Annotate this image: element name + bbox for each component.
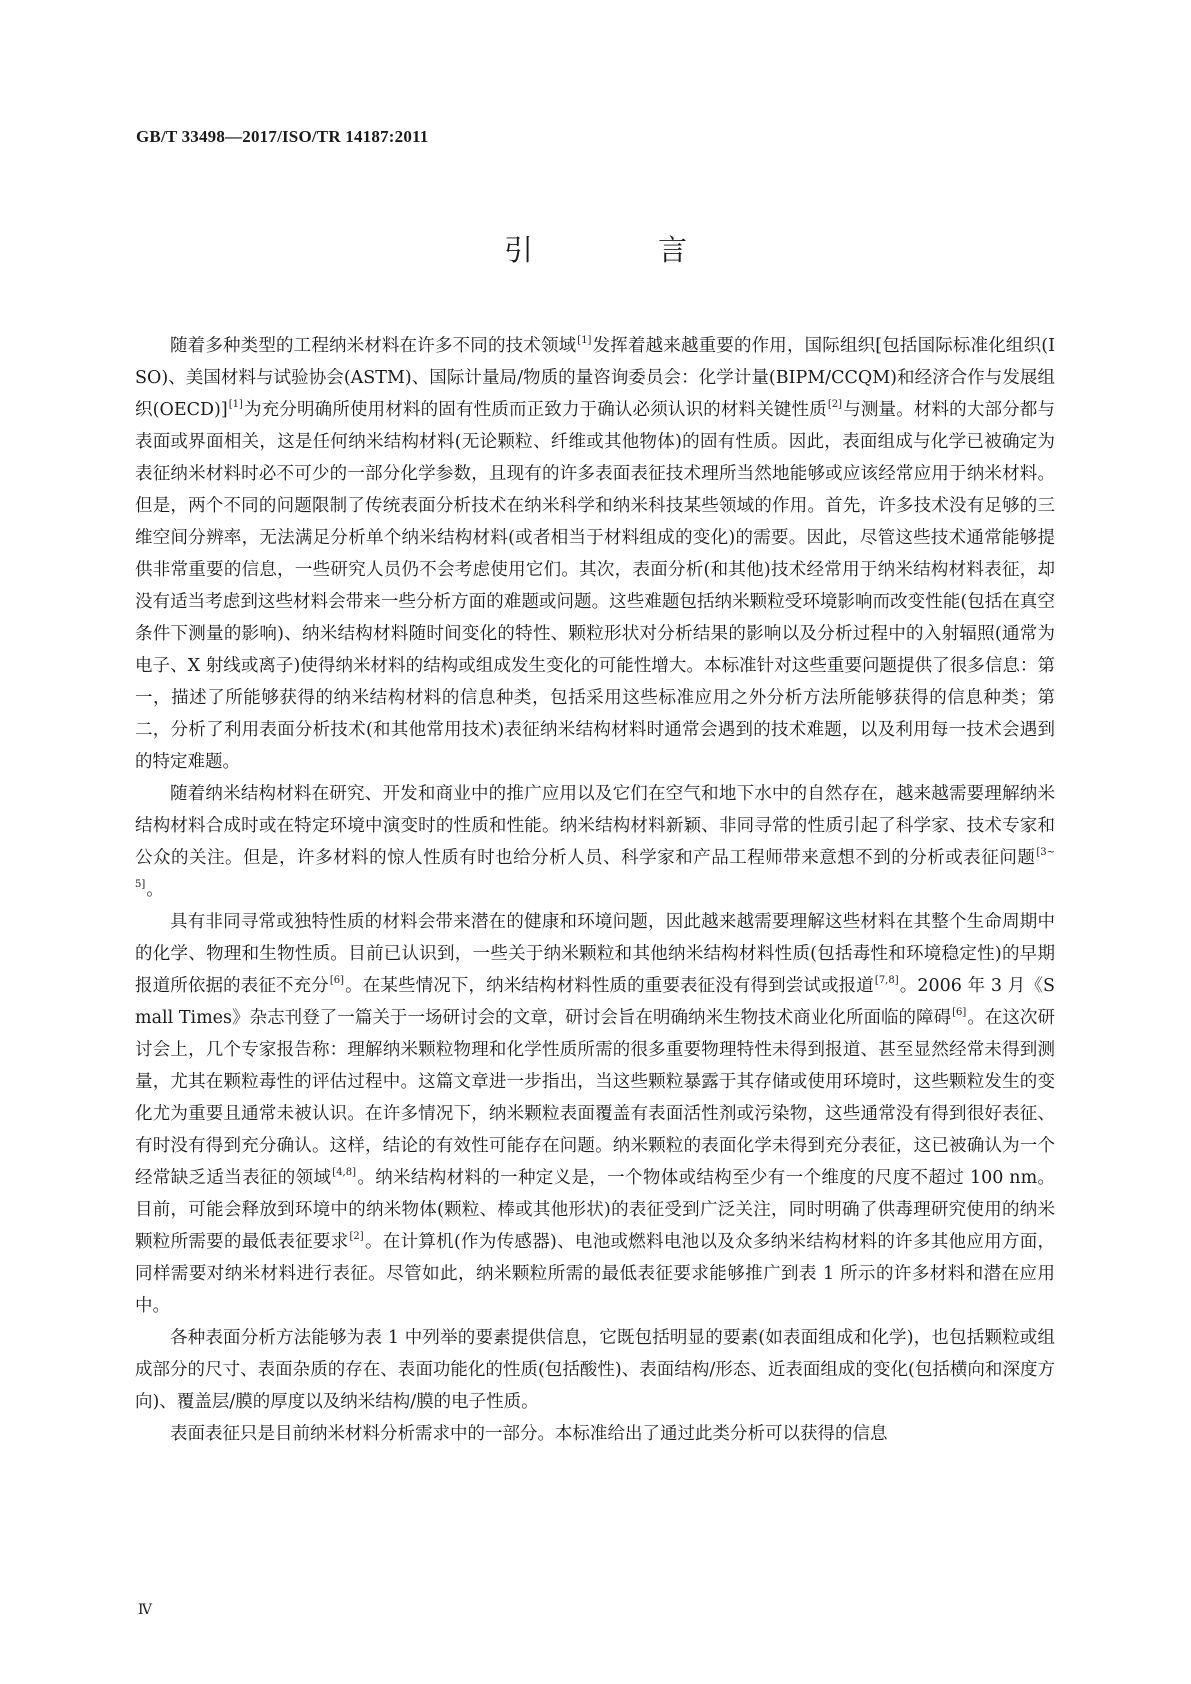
page-number: Ⅳ: [138, 1602, 152, 1618]
paragraph-text: 表面表征只是目前纳米材料分析需求中的一部分。本标准给出了通过此类分析可以获得的信息: [170, 1424, 888, 1444]
citation-ref: [2]: [827, 399, 843, 410]
body-paragraph: [135, 906, 1055, 1322]
paragraph-text: 。纳米结构材料的一种定义是，一个物体或结构至少有一个维度的尺度不超过 100 nm。目前，可能会释放到环境中的纳米物体(颗粒、棒或其他形状)的表征受到广泛关注，同时明确了供毒理研究使用的纳米颗粒所需要的最低表征要求: [135, 1168, 1056, 1252]
body-paragraph: [135, 1322, 1055, 1418]
standard-code-header: GB/T 33498—2017/ISO/TR 14187:2011: [136, 127, 429, 146]
paragraph-text: 为充分明确所使用材料的固有性质而正致力于确认必须认识的材料关键性质: [243, 400, 827, 420]
paragraph-text: 发挥着越来越重要的作用，国际组织[包括国际标准化组织(ISO)、美国材料与试验协会(ASTM)、国际计量局/物质的量咨询委员会：化学计量(BIPM/CCQM)和经济合作与发展组织(OECD)]: [135, 336, 1055, 420]
document-body: [135, 330, 1055, 1450]
paragraph-text: 。在某些情况下，纳米结构材料性质的重要表征没有得到尝试或报道: [345, 976, 874, 996]
body-paragraph: [135, 330, 1055, 778]
citation-ref: [2]: [349, 1231, 364, 1242]
paragraph-text: 。在这次研讨会上，几个专家报告称：理解纳米颗粒物理和化学性质所需的很多重要物理特性未得到报道、甚至显然经常未得到测量，尤其在颗粒毒性的评估过程中。这篇文章进一步指出，当这些颗粒暴露于其存储或使用环境时，这些颗粒发生的变化尤为重要且通常未被认识。在许多情况下，纳米颗粒表面覆盖有表面活性剂或污染物，这些通常没有得到很好表征、有时没有得到充分确认。这样，结论的有效性可能存在问题。纳米颗粒的表面化学未得到充分表征，这已被确认为一个经常缺乏适当表征的领域: [135, 1008, 1056, 1188]
body-paragraph: [135, 1418, 1055, 1450]
citation-ref: [7,8]: [874, 975, 899, 986]
citation-ref: [3~5]: [135, 847, 1055, 890]
paragraph-text: 。: [146, 880, 164, 900]
body-paragraph: [135, 778, 1055, 906]
citation-ref: [1]: [228, 399, 243, 410]
paragraph-text: 。在计算机(作为传感器)、电池或燃料电池以及众多纳米结构材料的许多其他应用方面，同样需要对纳米材料进行表征。尽管如此，纳米颗粒所需的最低表征要求能够推广到表 1 所示的许多材料和潜在应用中。: [135, 1232, 1056, 1316]
page-title: 引 言: [503, 233, 735, 267]
citation-ref: [6]: [952, 1007, 967, 1018]
paragraph-text: 与测量。材料的大部分都与表面或界面相关，这是任何纳米结构材料(无论颗粒、纤维或其他物体)的固有性质。因此，表面组成与化学已被确定为表征纳米材料时必不可少的一部分化学参数，且现有的许多表面表征技术理所当然地能够或应该经常应用于纳米材料。但是，两个不同的问题限制了传统表面分析技术在纳米科学和纳米科技某些领域的作用。首先，许多技术没有足够的三维空间分辨率，无法满足分析单个纳米结构材料(或者相当于材料组成的变化)的需要。因此，尽管这些技术通常能够提供非常重要的信息，一些研究人员仍不会考虑使用它们。其次，表面分析(和其他)技术经常用于纳米结构材料表征，却没有适当考虑到这些材料会带来一些分析方面的难题或问题。这些难题包括纳米颗粒受环境影响而改变性能(包括在真空条件下测量的影响)、纳米结构材料随时间变化的特性、颗粒形状对分析结果的影响以及分析过程中的入射辐照(通常为电子、X 射线或离子)使得纳米材料的结构或组成发生变化的可能性增大。本标准针对这些重要问题提供了很多信息：第一，描述了所能够获得的纳米结构材料的信息种类，包括采用这些标准应用之外分析方法所能够获得的信息种类；第二，分析了利用表面分析技术(和其他常用技术)表征纳米结构材料时通常会遇到的技术难题，以及利用每一技术会遇到的特定难题。: [135, 400, 1055, 772]
citation-ref: [6]: [329, 975, 345, 986]
paragraph-text: 随着多种类型的工程纳米材料在许多不同的技术领域: [170, 336, 577, 356]
paragraph-text: 随着纳米结构材料在研究、开发和商业中的推广应用以及它们在空气和地下水中的自然存在，越来越需要理解纳米结构材料合成时或在特定环境中演变时的性质和性能。纳米结构材料新颖、非同寻常的性质引起了科学家、技术专家和公众的关注。但是，许多材料的惊人性质有时也给分析人员、科学家和产品工程师带来意想不到的分析或表征问题: [135, 784, 1055, 868]
citation-ref: [4,8]: [332, 1167, 357, 1178]
paragraph-text: 各种表面分析方法能够为表 1 中列举的要素提供信息，它既包括明显的要素(如表面组成和化学)，也包括颗粒或组成部分的尺寸、表面杂质的存在、表面功能化的性质(包括酸性)、表面结构/形态、近表面组成的变化(包括横向和深度方向)、覆盖层/膜的厚度以及纳米结构/膜的电子性质。: [135, 1328, 1055, 1412]
citation-ref: [1]: [577, 335, 592, 346]
paragraph-text: 。2006 年 3 月《Small Times》杂志刊登了一篇关于一场研讨会的文章，研讨会旨在明确纳米生物技术商业化所面临的障碍: [135, 976, 1055, 1028]
paragraph-text: 具有非同寻常或独特性质的材料会带来潜在的健康和环境问题，因此越来越需要理解这些材料在其整个生命周期中的化学、物理和生物性质。目前已认识到，一些关于纳米颗粒和其他纳米结构材料性质(包括毒性和环境稳定性)的早期报道所依据的表征不充分: [135, 912, 1055, 996]
